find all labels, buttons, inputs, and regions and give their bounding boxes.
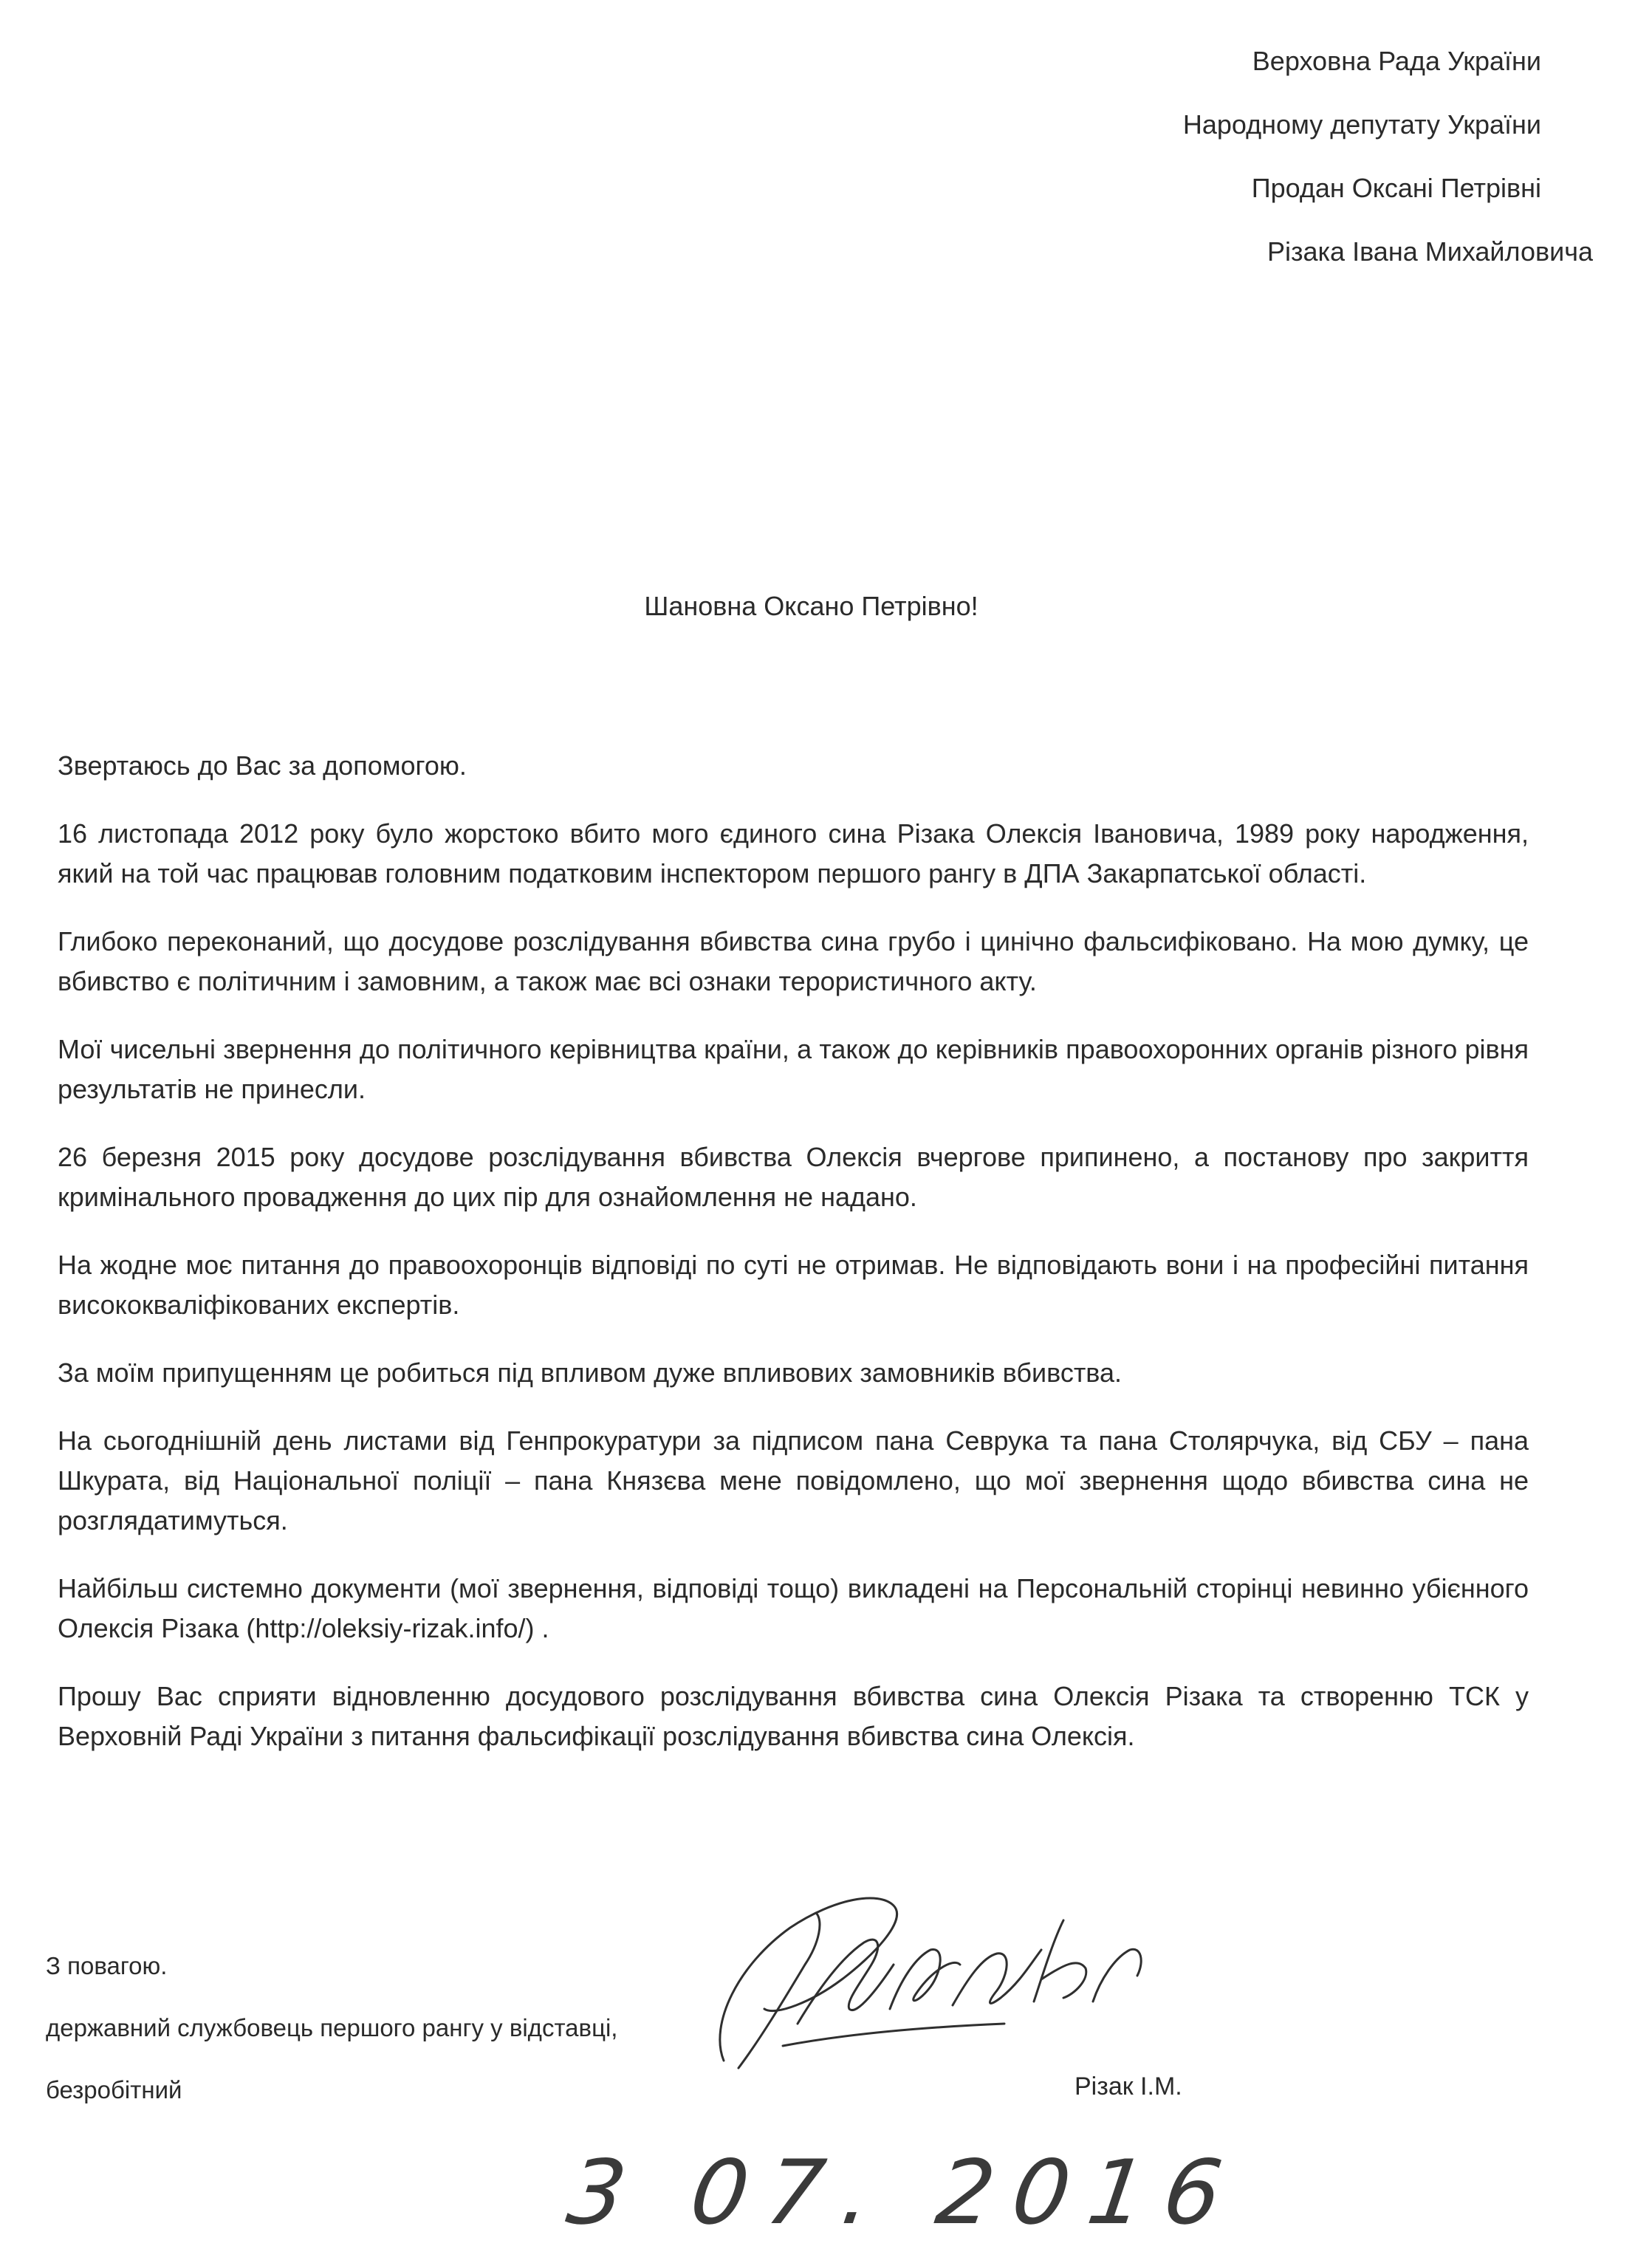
- handwritten-signature-icon: [694, 1876, 1226, 2098]
- signer-name: Різак І.М.: [1075, 2072, 1182, 2101]
- handwritten-date: 3 07. 2016: [561, 2142, 1247, 2245]
- paragraph: Глибоко переконаний, що досудове розслідування вбивства сина грубо і цинічно фальсифіковано. На мою думку, це вбивство є політичним і замовним, а також має всі ознаки терористичного акту.: [58, 926, 1529, 996]
- letter-body: [58, 746, 1529, 1784]
- addressee-institution: Верховна Рада України: [1252, 46, 1541, 76]
- paragraph: Прошу Вас сприяти відновленню досудового розслідування вбивства сина Олексія Різака та створенню ТСК у Верховній Раді України з питання фальсифікації розслідування вбивства сина Олексія.: [58, 1681, 1529, 1751]
- paragraph: Найбільш системно документи (мої звернення, відповіді тощо) викладені на Персональній сторінці невинно убієнного Олексія Різака (http://oleksiy-rizak.info/) .: [58, 1573, 1529, 1643]
- paragraph: Звертаюсь до Вас за допомогою.: [58, 750, 467, 781]
- sender-name: Різака Івана Михайловича: [1267, 236, 1593, 267]
- paragraph: Мої чисельні звернення до політичного керівництва країни, а також до керівників правоохоронних органів різного рівня результатів не принесли.: [58, 1034, 1529, 1104]
- closing-regards: З повагою.: [46, 1952, 168, 1979]
- paragraph: На жодне моє питання до правоохоронців відповіді по суті не отримав. Не відповідають вони і на професійні питання висококваліфікованих експертів.: [58, 1250, 1529, 1320]
- addressee-name: Продан Оксані Петрівні: [1251, 173, 1541, 203]
- paragraph: На сьогоднішній день листами від Генпрокуратури за підписом пана Севрука та пана Столярчука, від СБУ – пана Шкурата, від Національної поліції – пана Князєва мене повідомлено, що мої звернення щодо вбивства сина не розглядатимуться.: [58, 1425, 1529, 1536]
- paragraph: За моїм припущенням це робиться під впливом дуже впливових замовників вбивства.: [58, 1358, 1123, 1388]
- paragraph: 16 листопада 2012 року було жорстоко вбито мого єдиного сина Різака Олексія Івановича, 1989 року народження, який на той час працював головним податковим інспектором першого рангу в ДПА Закарпатської області.: [58, 818, 1529, 889]
- closing-position: державний службовець першого рангу у відставці,: [46, 2014, 618, 2041]
- salutation: Шановна Оксано Петрівно!: [644, 591, 978, 621]
- closing-block: [46, 1935, 617, 2121]
- closing-status: безробітний: [46, 2076, 182, 2103]
- paragraph: 26 березня 2015 року досудове розслідування вбивства Олексія вчергове припинено, а постанову про закриття кримінального провадження до цих пір для ознайомлення не надано.: [58, 1142, 1529, 1212]
- addressee-block: [1182, 30, 1593, 284]
- addressee-title: Народному депутату України: [1182, 109, 1541, 140]
